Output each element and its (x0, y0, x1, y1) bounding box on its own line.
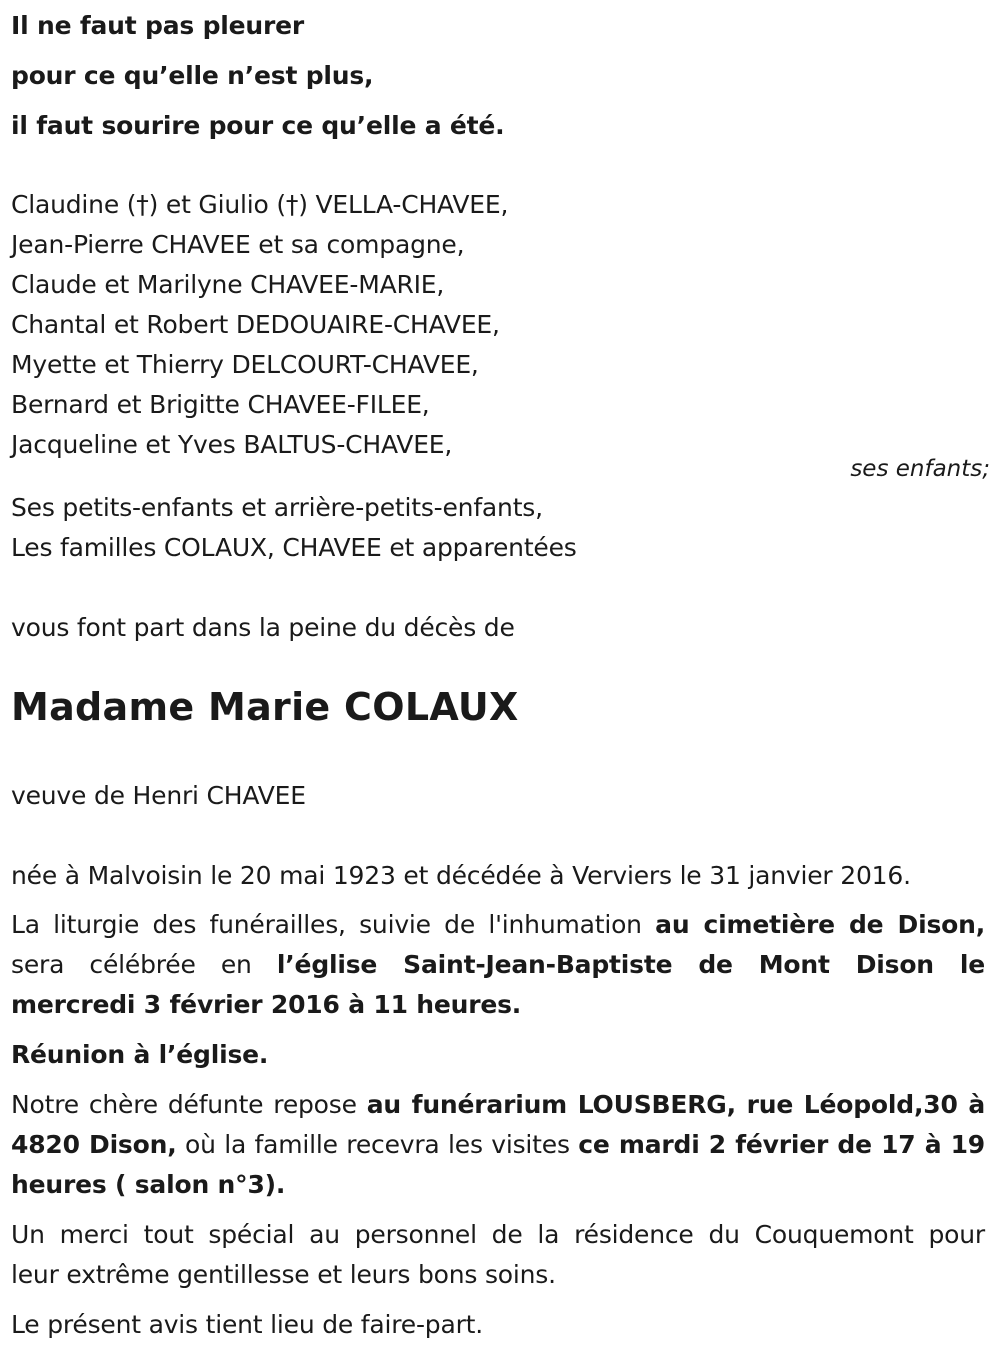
liturgy-text: La liturgie des funérailles, suivie de l'inhumation (11, 910, 656, 939)
thanks-line-2: leur extrême gentillesse et leurs bons soins. (11, 1260, 556, 1289)
quote-line-2: pour ce qu’elle n’est plus, (11, 61, 374, 90)
liturgy-line-1 (11, 905, 985, 945)
widow-of: veuve de Henri CHAVEE (11, 781, 306, 810)
rest-line-2 (11, 1125, 985, 1165)
liturgy-line-2 (11, 945, 985, 985)
child-line: Claude et Marilyne CHAVEE-MARIE, (11, 270, 445, 299)
rest-text: Notre chère défunte repose (11, 1090, 367, 1119)
church: l’église Saint-Jean-Baptiste de Mont Dison le (276, 950, 985, 979)
thanks-line-1 (11, 1215, 985, 1255)
family-line: Ses petits-enfants et arrière-petits-enfants, (11, 493, 543, 522)
service-date: mercredi 3 février 2016 à 11 heures. (11, 990, 522, 1019)
visit-time: ce mardi 2 février de 17 à 19 (578, 1130, 985, 1159)
deceased-name: Madame Marie COLAUX (11, 685, 519, 729)
announcement: vous font part dans la peine du décès de (11, 613, 515, 642)
funeral-home: au funérarium LOUSBERG, rue Léopold,30 à (366, 1090, 985, 1119)
visit-time-end: heures ( salon n°3). (11, 1170, 286, 1199)
meeting: Réunion à l’église. (11, 1040, 269, 1069)
thanks-text: Un merci tout spécial au personnel de la résidence du Couquemont pour (11, 1220, 985, 1249)
child-line: Jacqueline et Yves BALTUS-CHAVEE, (11, 430, 453, 459)
children-role: ses enfants; (850, 456, 990, 482)
quote-line-3: il faut sourire pour ce qu’elle a été. (11, 111, 505, 140)
closing-note: Le présent avis tient lieu de faire-part. (11, 1310, 484, 1339)
child-line: Jean-Pierre CHAVEE et sa compagne, (11, 230, 465, 259)
child-line: Chantal et Robert DEDOUAIRE-CHAVEE, (11, 310, 500, 339)
child-line: Bernard et Brigitte CHAVEE-FILEE, (11, 390, 430, 419)
rest-text: où la famille recevra les visites (176, 1130, 579, 1159)
child-line: Claudine (†) et Giulio (†) VELLA-CHAVEE, (11, 190, 509, 219)
family-line: Les familles COLAUX, CHAVEE et apparentées (11, 533, 577, 562)
liturgy-text: sera célébrée en (11, 950, 277, 979)
birth-death: née à Malvoisin le 20 mai 1923 et décédée à Verviers le 31 janvier 2016. (11, 861, 911, 890)
quote-line-1: Il ne faut pas pleurer (11, 11, 305, 40)
child-line: Myette et Thierry DELCOURT-CHAVEE, (11, 350, 479, 379)
rest-line-1 (11, 1085, 985, 1125)
funeral-home-city: 4820 Dison, (11, 1130, 177, 1159)
cemetery: au cimetière de Dison, (655, 910, 985, 939)
